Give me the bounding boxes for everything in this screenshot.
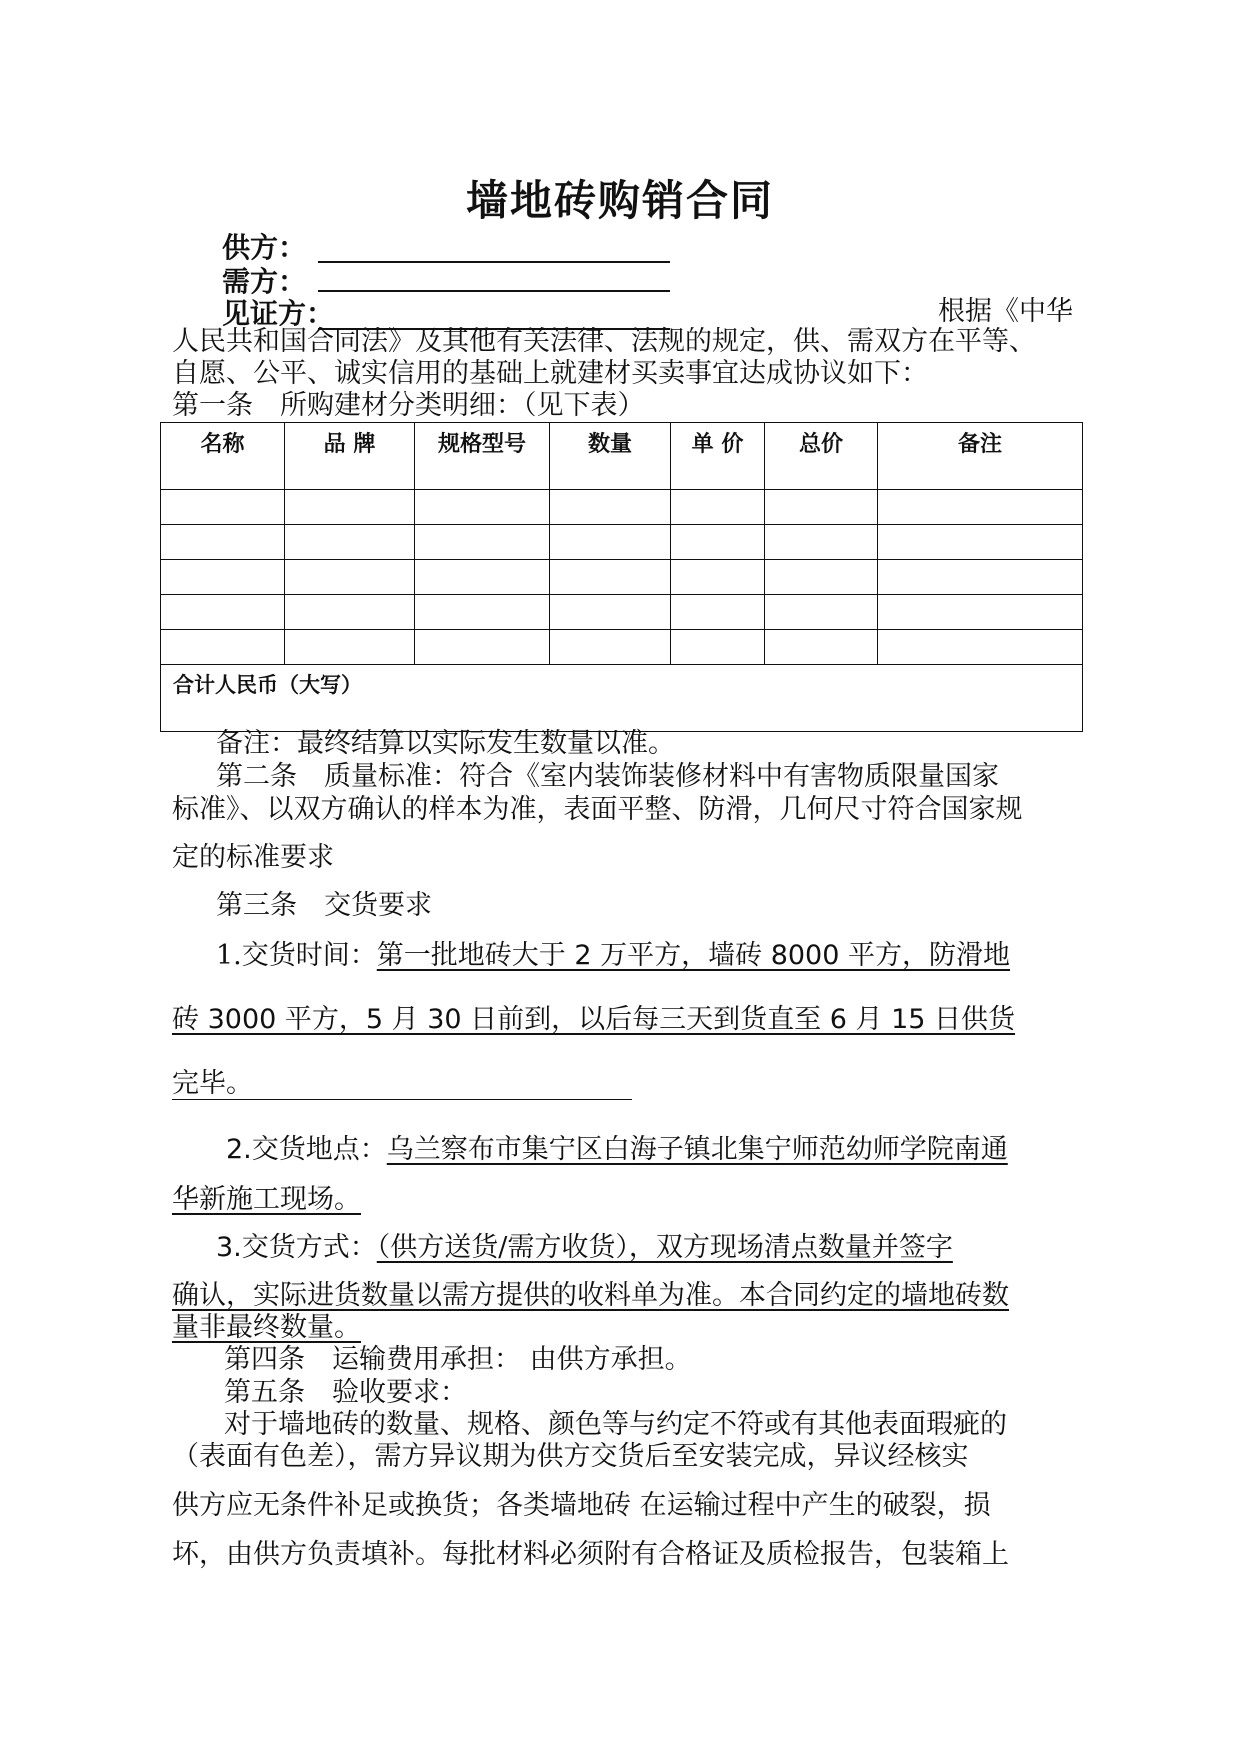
table-cell[interactable]: [671, 490, 765, 525]
table-row: [161, 630, 1083, 665]
table-cell[interactable]: [285, 595, 415, 630]
document-title: 墙地砖购销合同: [465, 176, 774, 225]
table-cell[interactable]: [285, 630, 415, 665]
table-cell[interactable]: [285, 525, 415, 560]
table-cell[interactable]: [765, 560, 878, 595]
intro-line-1: 根据《中华: [938, 296, 1073, 327]
table-cell[interactable]: [415, 630, 550, 665]
table-cell[interactable]: [765, 595, 878, 630]
delivery-method-line-1: [216, 1232, 953, 1264]
article-5-line-4: 坏，由供方负责填补。每批材料必须附有合格证及质检报告，包装箱上: [172, 1539, 1009, 1570]
intro-line-3: 自愿、公平、诚实信用的基础上就建材买卖事宜达成协议如下：: [172, 358, 928, 389]
article-2-line-3: 定的标准要求: [172, 842, 334, 873]
delivery-place-line-2: 华新施工现场。: [172, 1184, 361, 1215]
table-cell[interactable]: [415, 490, 550, 525]
article-4: 第四条 运输费用承担： 由供方承担。: [224, 1344, 692, 1375]
table-cell[interactable]: [285, 560, 415, 595]
table-header-row: [161, 423, 1083, 490]
table-cell[interactable]: [415, 560, 550, 595]
header-spec: 规格型号: [415, 423, 550, 490]
article-2-line-2: 标准》、以双方确认的样本为准，表面平整、防滑，几何尺寸符合国家规: [172, 794, 1023, 825]
table-cell[interactable]: [415, 595, 550, 630]
table-cell[interactable]: [550, 525, 671, 560]
table-total-row: [161, 665, 1083, 732]
article-2-line-1: 第二条 质量标准：符合《室内装饰装修材料中有害物质限量国家: [216, 761, 999, 792]
delivery-method-line-2: 确认，实际进货数量以需方提供的收料单为准。本合同约定的墙地砖数: [172, 1280, 1009, 1311]
table-cell[interactable]: [671, 595, 765, 630]
delivery-method-text: （供方送货/需方收货），双方现场清点数量并签字: [376, 1232, 953, 1263]
table-cell[interactable]: [161, 525, 285, 560]
delivery-method-line-3: 量非最终数量。: [172, 1312, 361, 1343]
table-cell[interactable]: [765, 525, 878, 560]
delivery-time-end: 完毕。: [172, 1068, 253, 1099]
delivery-place-line-1: [226, 1134, 1008, 1166]
table-cell[interactable]: [765, 490, 878, 525]
table-row: [161, 560, 1083, 595]
table-cell[interactable]: [671, 630, 765, 665]
table-cell[interactable]: [161, 630, 285, 665]
article-5-heading: 第五条 验收要求：: [224, 1377, 467, 1408]
header-remarks: 备注: [878, 423, 1083, 490]
table-cell[interactable]: [285, 490, 415, 525]
header-unit-price: 单 价: [671, 423, 765, 490]
delivery-method-label: 3.交货方式：: [216, 1232, 377, 1263]
table-cell[interactable]: [550, 560, 671, 595]
delivery-time-line-3: [172, 1068, 253, 1100]
header-brand: 品 牌: [285, 423, 415, 490]
table-cell[interactable]: [161, 595, 285, 630]
table-cell[interactable]: [161, 560, 285, 595]
article-5-line-2: （表面有色差），需方异议期为供方交货后至安装完成，异议经核实: [172, 1441, 969, 1472]
delivery-time-label: 1.交货时间：: [216, 940, 377, 971]
table-cell[interactable]: [878, 560, 1083, 595]
header-total-price: 总价: [765, 423, 878, 490]
header-quantity: 数量: [550, 423, 671, 490]
article-1-heading: 第一条 所购建材分类明细：（见下表）: [172, 390, 645, 421]
table-cell[interactable]: [550, 595, 671, 630]
header-name: 名称: [161, 423, 285, 490]
article-5-line-1: 对于墙地砖的数量、规格、颜色等与约定不符或有其他表面瑕疵的: [224, 1409, 1007, 1440]
table-cell[interactable]: [878, 595, 1083, 630]
delivery-time-underline: [172, 1099, 632, 1100]
table-cell[interactable]: [671, 525, 765, 560]
table-row: [161, 595, 1083, 630]
delivery-time-line-2: 砖 3000 平方，5 月 30 日前到，以后每三天到货直至 6 月 15 日供货: [172, 1004, 1016, 1035]
delivery-place-label: 2.交货地点：: [226, 1134, 387, 1165]
table-cell[interactable]: [671, 560, 765, 595]
witness-label: 见证方：: [222, 297, 335, 330]
article-5-line-3: 供方应无条件补足或换货；各类墙地砖 在运输过程中产生的破裂，损: [172, 1490, 991, 1521]
table-cell[interactable]: [415, 525, 550, 560]
table-cell[interactable]: [765, 630, 878, 665]
supplier-blank-line[interactable]: [318, 261, 670, 263]
table-row: [161, 525, 1083, 560]
table-cell[interactable]: [878, 490, 1083, 525]
total-amount-label[interactable]: 合计人民币（大写）: [161, 665, 1083, 732]
buyer-label: 需方：: [222, 265, 307, 298]
table-cell[interactable]: [550, 490, 671, 525]
table-cell[interactable]: [550, 630, 671, 665]
supplier-label: 供方：: [222, 231, 307, 264]
delivery-time-text: 第一批地砖大于 2 万平方，墙砖 8000 平方，防滑地: [376, 940, 1010, 971]
article-3-heading: 第三条 交货要求: [216, 890, 432, 921]
table-row: [161, 490, 1083, 525]
table-cell[interactable]: [878, 525, 1083, 560]
table-cell[interactable]: [161, 490, 285, 525]
delivery-place-text: 乌兰察布市集宁区白海子镇北集宁师范幼师学院南通: [386, 1134, 1008, 1165]
intro-line-2: 人民共和国合同法》及其他有关法律、法规的规定，供、需双方在平等、: [172, 326, 1036, 357]
materials-table: [160, 422, 1083, 732]
table-note: 备注：最终结算以实际发生数量以准。: [216, 728, 675, 759]
table-cell[interactable]: [878, 630, 1083, 665]
buyer-blank-line[interactable]: [318, 290, 670, 292]
delivery-time-line-1: [216, 940, 1010, 972]
